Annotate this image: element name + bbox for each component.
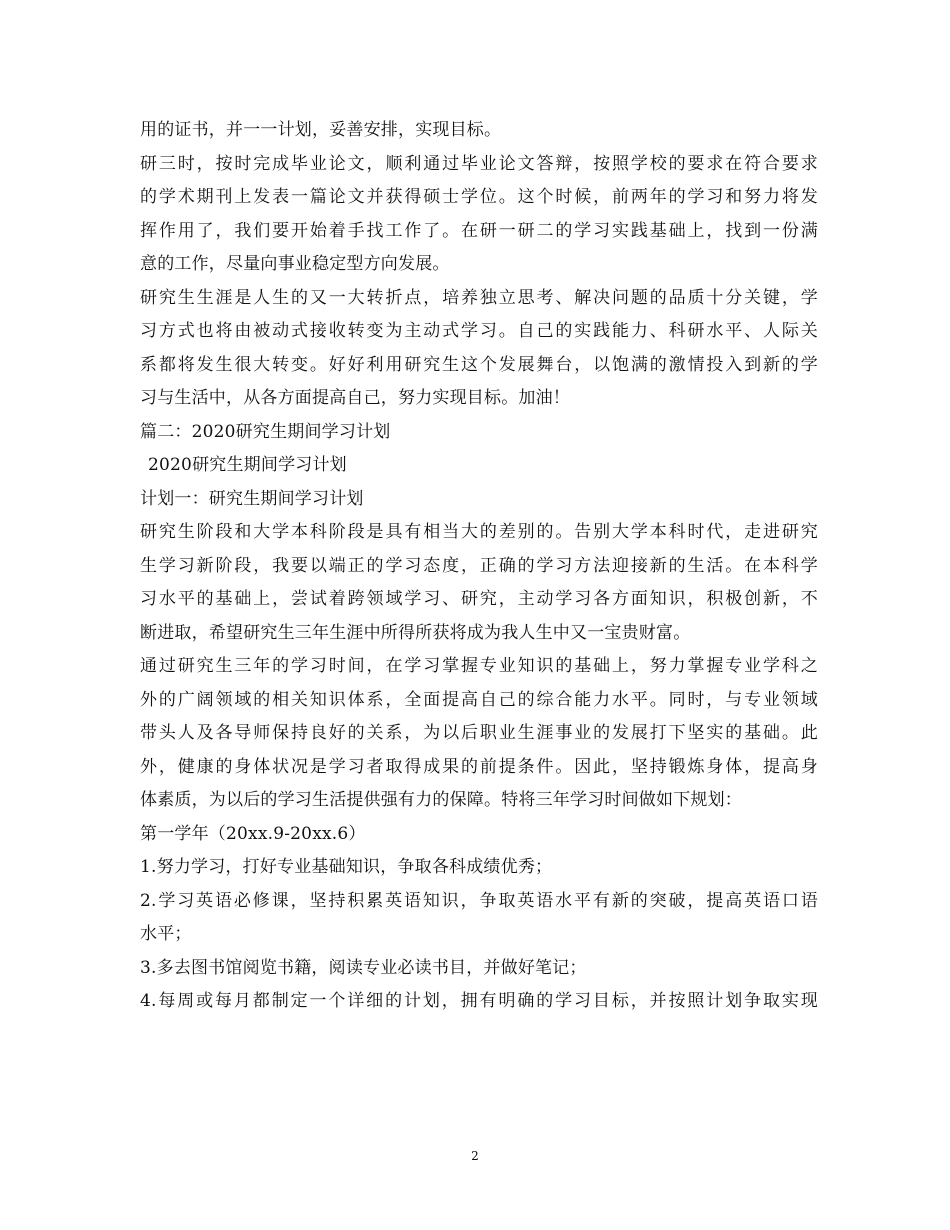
list-item: 3.多去图书馆阅览书籍，阅读专业必读书目，并做好笔记； — [140, 957, 587, 978]
text-line: 习方式也将由被动式接收转变为主动式学习。自己的实践能力、科研水平、人际关 — [140, 321, 818, 341]
text-line: 生学习新阶段，我要以端正的学习态度，正确的学习方法迎接新的生活。在本科学 — [140, 555, 818, 576]
list-item-continuation: 水平； — [140, 924, 192, 944]
document-body — [140, 114, 818, 1019]
text-line: 体素质，为以后的学习生活提供强有力的保障。特将三年学习时间做如下规划： — [140, 790, 742, 810]
text-line: 研究生阶段和大学本科阶段是具有相当大的差别的。告别大学本科时代，走进研究 — [140, 522, 818, 542]
plan-heading: 计划一：研究生期间学习计划 — [140, 488, 364, 509]
text-line: 研究生生涯是人生的又一大转折点，培养独立思考、解决问题的品质十分关键，学 — [140, 287, 818, 308]
text-line: 系都将发生很大转变。好好利用研究生这个发展舞台，以饱满的激情投入到新的学 — [140, 354, 818, 375]
text-line: 带头人及各导师保持良好的关系，为以后职业生涯事业的发展打下坚实的基础。此 — [140, 723, 818, 743]
list-item: 2.学习英语必修课，坚持积累英语知识，争取英语水平有新的突破，提高英语口语 — [140, 890, 818, 911]
text-line: 外，健康的身体状况是学习者取得成果的前提条件。因此，坚持锻炼身体，提高身 — [140, 756, 818, 777]
document-title: 2020研究生期间学习计划 — [148, 455, 347, 475]
page-number: 2 — [471, 1149, 479, 1163]
text-line: 习与生活中，从各方面提高自己，努力实现目标。加油！ — [140, 388, 570, 408]
section-heading: 篇二：2020研究生期间学习计划 — [140, 421, 391, 442]
text-line: 习水平的基础上，尝试着跨领域学习、研究，主动学习各方面知识，积极创新，不 — [140, 589, 818, 609]
list-item: 4.每周或每月都制定一个详细的计划，拥有明确的学习目标，并按照计划争取实现 — [140, 991, 818, 1011]
text-line: 挥作用了，我们要开始着手找工作了。在研一研二的学习实践基础上，找到一份满 — [140, 220, 818, 241]
text-line: 意的工作，尽量向事业稳定型方向发展。 — [140, 254, 450, 274]
text-line: 断进取，希望研究生三年生涯中所得所获将成为我人生中又一宝贵财富。 — [140, 622, 691, 643]
list-item: 1.努力学习，打好专业基础知识，争取各科成绩优秀； — [140, 857, 553, 877]
text-line: 研三时，按时完成毕业论文，顺利通过毕业论文答辩，按照学校的要求在符合要求 — [140, 153, 818, 174]
text-line: 通过研究生三年的学习时间，在学习掌握专业知识的基础上，努力掌握专业学科之 — [140, 656, 818, 676]
text-line: 外的广阔领域的相关知识体系，全面提高自己的综合能力水平。同时，与专业领域 — [140, 689, 818, 710]
text-line: 用的证书，并一一计划，妥善安排，实现目标。 — [140, 120, 502, 140]
text-line: 的学术期刊上发表一篇论文并获得硕士学位。这个时候，前两年的学习和努力将发 — [140, 187, 818, 207]
year-heading: 第一学年（20xx.9-20xx.6） — [140, 823, 366, 844]
